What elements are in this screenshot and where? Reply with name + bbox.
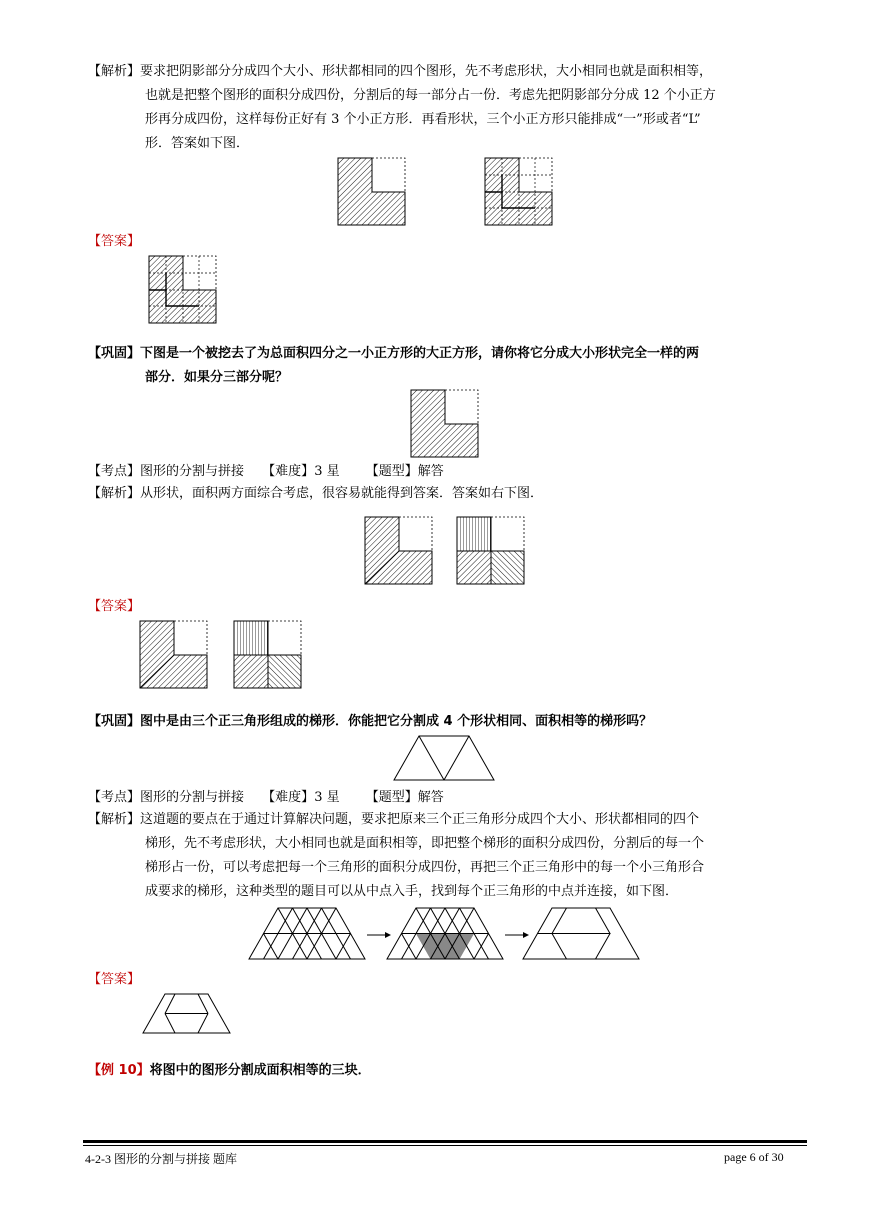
info-row: 【考点】图形的分割与拼接 【难度】3 星 【题型】解答 [88,464,444,479]
subdivided-trapezoid [249,908,365,959]
l-shape-grid-figure [485,158,553,226]
answer-tag: 【答案】 [88,599,141,614]
subdivision-sequence-figure [249,908,641,962]
footer-rule [83,1145,807,1146]
analysis-line: 成要求的梯形，这种类型的题目可以从中点入手，找到每个正三角形的中点并连接，如下图． [145,884,679,899]
exercise-text: 【巩固】下图是一个被挖去了为总面积四分之一小正方形的大正方形，请你将它分成大小形状完全一样的两 [88,346,700,361]
analysis-line: 形．答案如下图． [145,136,250,151]
analysis-tag: 【解析】要求把阴影部分分成四个大小、形状都相同的四个图形，先不考虑形状，大小相同也就是面积相等， [88,64,713,79]
arrow-right-icon [505,932,529,938]
answer-tag: 【答案】 [88,234,141,249]
example-heading: 【例 10】将图中的图形分割成面积相等的三块． [88,1063,371,1078]
answer-three-part-figure [234,621,302,689]
shaded-trapezoid [387,908,503,959]
answer-tag: 【答案】 [88,972,141,987]
analysis-line: 也就是把整个图形的面积分成四份，分割后的每一部分占一份．考虑先把阴影部分分成 12 个小正方 [145,88,716,103]
trapezoid-figure [394,736,496,782]
exercise-text: 【巩固】图中是由三个正三角形组成的梯形．你能把它分割成 4 个形状相同、面积相等的梯形吗？ [88,714,653,729]
analysis-line: 梯形占一份，可以考虑把每一个三角形的面积分成四份，再把三个正三角形中的每一个小三角形合 [145,860,705,875]
answer-two-part-figure [140,621,208,689]
result-trapezoid [523,908,639,959]
arrow-right-icon [367,932,391,938]
analysis-line: 形再分成四份，这样每份正好有 3 个小正方形．再看形状，三个小正方形只能排成“一”形或者“L” [145,112,701,127]
page-number: page 6 of 30 [724,1150,784,1164]
analysis-line: 梯形，先不考虑形状，大小相同也就是面积相等，即把整个梯形的面积分成四份，分割后的每一个 [145,836,705,851]
analysis-row: 【解析】从形状，面积两方面综合考虑，很容易就能得到答案．答案如右下图． [88,486,544,501]
exercise-text-line: 部分．如果分三部分呢？ [145,370,289,385]
two-part-figure [365,517,433,585]
three-part-figure [457,517,525,585]
analysis-row: 【解析】这道题的要点在于通过计算解决问题，要求把原来三个正三角形分成四个大小、形状都相同的四个 [88,812,700,827]
footer-rule [83,1140,807,1143]
cut-square-figure [411,390,479,458]
info-row: 【考点】图形的分割与拼接 【难度】3 星 【题型】解答 [88,790,444,805]
footer-title: 4-2-3 图形的分割与拼接 题库 [85,1152,237,1166]
answer-trapezoid-figure [143,994,231,1036]
answer-l-grid-figure [149,256,217,324]
l-shape-figure [338,158,406,226]
